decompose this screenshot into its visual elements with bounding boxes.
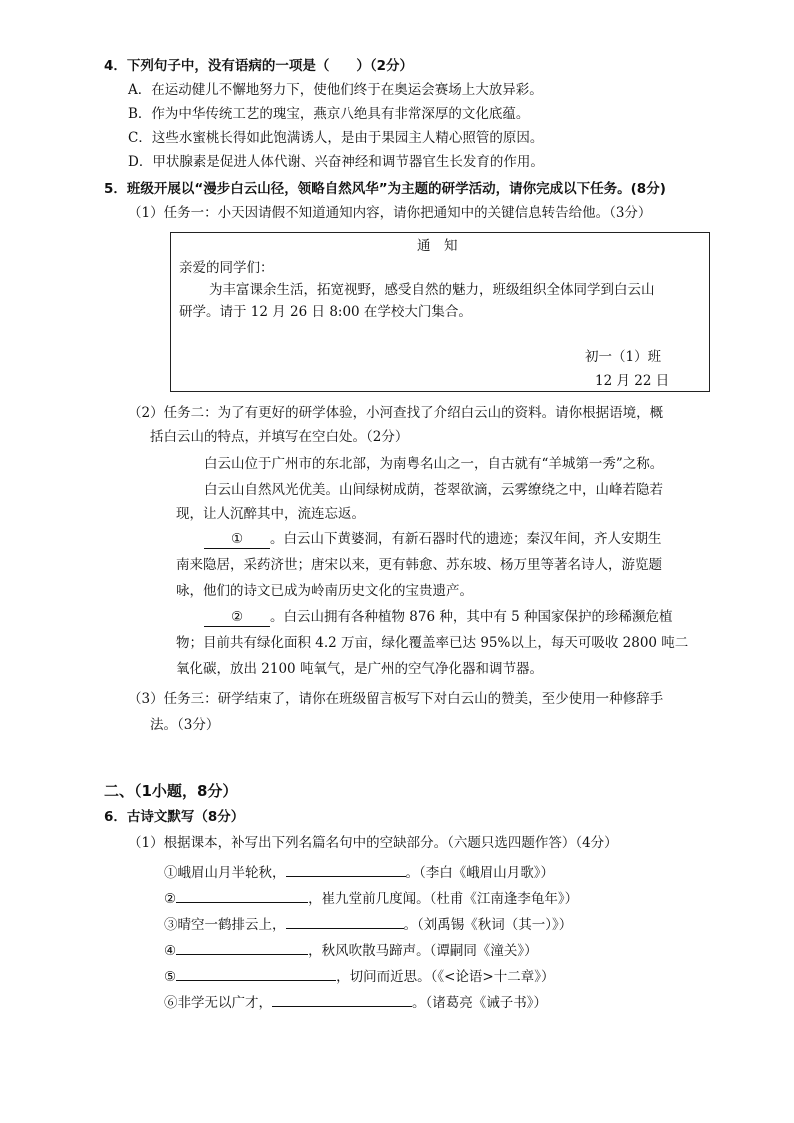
- notice-body-line1: 为丰富课余生活，拓宽视野，感受自然的魅力，班级组织全体同学到白云山: [209, 282, 655, 298]
- poem-item-1-post: 。（李白《峨眉山月歌》）: [405, 865, 554, 881]
- q5-stem: 5．班级开展以“漫步白云山径，领略自然风华”为主题的研学活动，请你完成以下任务。(8分): [104, 181, 666, 197]
- notice-body-line2: 研学。请于 12 月 26 日 8:00 在学校大门集合。: [179, 304, 472, 320]
- q4-option-d: D．甲状腺素是促进人体代谢、兴奋神经和调节器官生长发育的作用。: [128, 154, 544, 170]
- q4-option-c: C．这些水蜜桃长得如此饱满诱人，是由于果园主人精心照管的原因。: [128, 130, 544, 146]
- notice-signature: 初一（1）班: [585, 349, 662, 365]
- passage-p2-line1: 白云山自然风光优美。山间绿树成荫，苍翠欲滴，云雾缭绕之中，山峰若隐若: [204, 482, 663, 498]
- passage-p4-line1: [204, 608, 673, 627]
- q5-task2-line2: 括白云山的特点，并填写在空白处。（2分）: [150, 429, 409, 445]
- q4-option-a: A．在运动健儿不懈地努力下，使他们终于在奥运会赛场上大放异彩。: [128, 82, 543, 98]
- q4-stem: 4．下列句子中，没有语病的一项是（ ）（2分）: [104, 58, 414, 74]
- poem-blank-1[interactable]: [286, 862, 406, 877]
- poem-item-4: [164, 940, 538, 960]
- poem-item-3-post: 。（刘禹锡《秋词（其一）》）: [403, 917, 573, 933]
- poem-item-3: [164, 914, 572, 934]
- notice-title: 通 知: [417, 238, 458, 254]
- q5-task2-line1: （2）任务二：为了有更好的研学体验，小河查找了介绍白云山的资料。请你根据语境，概: [128, 405, 664, 421]
- answer-blank-2[interactable]: ②: [204, 608, 270, 627]
- passage-p3-text: 。白云山下黄婆洞，有新石器时代的遗迹；秦汉年间，齐人安期生: [270, 531, 662, 547]
- q6-title: 6．古诗文默写（8分）: [104, 809, 245, 825]
- q4-option-b: B．作为中华传统工艺的瑰宝，燕京八绝具有非常深厚的文化底蕴。: [128, 106, 530, 122]
- poem-item-4-pre: ④: [164, 943, 177, 959]
- poem-item-2: [164, 888, 578, 908]
- passage-p3-line3: 咏，他们的诗文已成为岭南历史文化的宝贵遗产。: [176, 583, 473, 599]
- notice-greeting: 亲爱的同学们：: [179, 260, 274, 276]
- section2-heading: 二、（1小题，8分）: [104, 782, 238, 800]
- poem-item-4-post: ，秋风吹散马蹄声。（谭嗣同《潼关》）: [308, 943, 538, 959]
- passage-p4-text: 。白云山拥有各种植物 876 种，其中有 5 种国家保护的珍稀濒危植: [270, 609, 673, 625]
- poem-item-3-pre: ③晴空一鹤排云上，: [164, 917, 286, 933]
- poem-item-1-pre: ①峨眉山月半轮秋，: [164, 865, 286, 881]
- passage-p4-line3: 氧化碳，放出 2100 吨氧气，是广州的空气净化器和调节器。: [176, 661, 543, 677]
- poem-blank-4[interactable]: [176, 940, 308, 955]
- passage-p4-line2: 物；目前共有绿化面积 4.2 万亩，绿化覆盖率已达 95%以上，每天可吸收 2800 吨二: [176, 635, 689, 651]
- poem-item-5-pre: ⑤: [164, 969, 177, 985]
- passage-p3-line1: [204, 530, 662, 549]
- poem-item-2-post: ，崔九堂前几度闻。（杜甫《江南逢李龟年》）: [308, 891, 579, 907]
- poem-item-1: [164, 862, 554, 882]
- poem-blank-2[interactable]: [176, 888, 308, 903]
- q5-task3-line2: 法。（3分）: [150, 717, 220, 733]
- q5-task1: （1）任务一：小天因请假不知道通知内容，请你把通知中的关键信息转告给他。（3分）: [128, 205, 652, 221]
- passage-p3-line2: 南来隐居，采药济世；唐宋以来，更有韩愈、苏东坡、杨万里等著名诗人，游览题: [176, 557, 662, 573]
- passage-p2-line2: 现，让人沉醉其中，流连忘返。: [176, 506, 365, 522]
- poem-blank-3[interactable]: [286, 914, 404, 929]
- poem-item-5: [164, 966, 554, 986]
- passage-p1: 白云山位于广州市的东北部，为南粤名山之一，自古就有“羊城第一秀”之称。: [204, 456, 664, 472]
- poem-blank-6[interactable]: [272, 992, 412, 1007]
- poem-item-5-post: ，切问而近思。（《<论语>十二章》）: [336, 969, 555, 985]
- poem-item-6-post: 。（诸葛亮《诫子书》）: [412, 995, 547, 1011]
- notice-box: [170, 232, 710, 392]
- q6-subquestion: （1）根据课本，补写出下列名篇名句中的空缺部分。（六题只选四题作答）（4分）: [128, 835, 618, 851]
- poem-blank-5[interactable]: [176, 966, 336, 981]
- notice-date: 12 月 22 日: [595, 373, 670, 389]
- poem-item-2-pre: ②: [164, 891, 177, 907]
- poem-item-6: [164, 992, 547, 1012]
- answer-blank-1[interactable]: ①: [204, 530, 270, 549]
- poem-item-6-pre: ⑥非学无以广才，: [164, 995, 272, 1011]
- q5-task3-line1: （3）任务三：研学结束了，请你在班级留言板写下对白云山的赞美，至少使用一种修辞手: [128, 691, 664, 707]
